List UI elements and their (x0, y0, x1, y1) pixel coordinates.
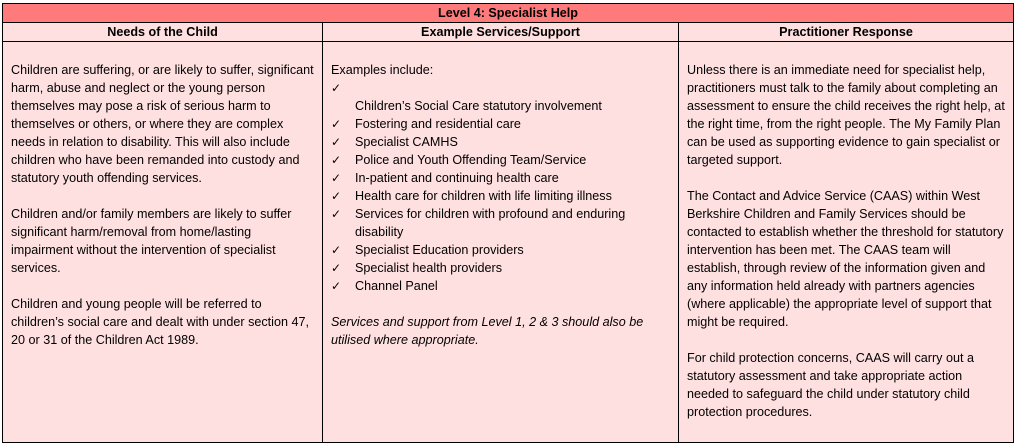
check-icon: ✓ (331, 117, 342, 131)
list-item (331, 277, 672, 295)
list-item (331, 79, 672, 97)
service-item-9: Channel Panel (355, 279, 438, 293)
service-item-7: Specialist Education providers (355, 243, 524, 257)
list-item (331, 115, 672, 133)
list-item (331, 259, 672, 277)
service-item-0: Children’s Social Care statutory involvement (355, 99, 602, 113)
service-item-3: Police and Youth Offending Team/Service (355, 153, 587, 167)
list-item (331, 187, 672, 205)
list-item (331, 133, 672, 151)
needs-paragraph-3: Children and young people will be referred to children’s social care and dealt with under section 47, 20 or 31 of the Children Act 1989. (11, 297, 309, 347)
service-item-4: In-patient and continuing health care (355, 171, 559, 185)
service-item-8: Specialist health providers (355, 261, 503, 275)
check-icon: ✓ (331, 153, 342, 167)
response-paragraph-1: Unless there is an immediate need for specialist help, practitioners must talk to the family about completing an assessment to ensure the child receives the right help, at the right time, from the right people. The My Family Plan can be used as supporting evidence to gain specialist or targeted support. (687, 63, 1005, 167)
header-services: Example Services/Support (323, 23, 679, 41)
services-intro: Examples include: (331, 63, 434, 77)
services-list (331, 79, 672, 295)
service-item-2: Specialist CAMHS (355, 135, 458, 149)
check-icon: ✓ (331, 189, 342, 203)
list-item (331, 97, 672, 115)
service-item-1: Fostering and residential care (355, 117, 521, 131)
list-item (331, 169, 672, 187)
table-title: Level 4: Specialist Help (3, 4, 1013, 23)
response-cell (679, 42, 1013, 443)
header-needs: Needs of the Child (3, 23, 323, 41)
level4-table (2, 3, 1014, 443)
needs-paragraph-2: Children and/or family members are likely to suffer significant harm/removal from home/lasting impairment without the intervention of specialist services. (11, 207, 292, 275)
services-note: Services and support from Level 1, 2 & 3 should also be utilised where appropriate. (331, 315, 644, 347)
list-item (331, 151, 672, 169)
check-icon: ✓ (331, 81, 342, 95)
service-item-5: Health care for children with life limiting illness (355, 189, 612, 203)
list-item (331, 205, 672, 241)
check-icon: ✓ (331, 207, 342, 221)
header-response: Practitioner Response (779, 25, 913, 39)
list-item (331, 241, 672, 259)
response-paragraph-3: For child protection concerns, CAAS will carry out a statutory assessment and take appropriate action needed to safeguard the child under statutory child protection procedures. (687, 351, 974, 419)
services-cell (323, 42, 679, 443)
service-item-6: Services for children with profound and enduring disability (355, 207, 626, 239)
needs-paragraph-1: Children are suffering, or are likely to suffer, significant harm, abuse and neglect or the young person themselves may pose a risk of serious harm to themselves or others, or where they are complex needs in relation to disability. This will also include children who have been remanded into custody and statutory youth offending services. (11, 63, 314, 185)
body-row (3, 42, 1013, 443)
check-icon: ✓ (331, 261, 342, 275)
check-icon: ✓ (331, 279, 342, 293)
response-paragraph-2: The Contact and Advice Service (CAAS) within West Berkshire Children and Family Services should be contacted to establish whether the threshold for statutory intervention has been met. The CAAS team will establish, through review of the information given and any information held already with partners agencies (where applicable) the appropriate level of support that might be required. (687, 189, 1004, 329)
needs-cell (3, 42, 323, 443)
check-icon: ✓ (331, 243, 342, 257)
check-icon: ✓ (331, 171, 342, 185)
check-icon: ✓ (331, 135, 342, 149)
header-row (3, 23, 1013, 42)
